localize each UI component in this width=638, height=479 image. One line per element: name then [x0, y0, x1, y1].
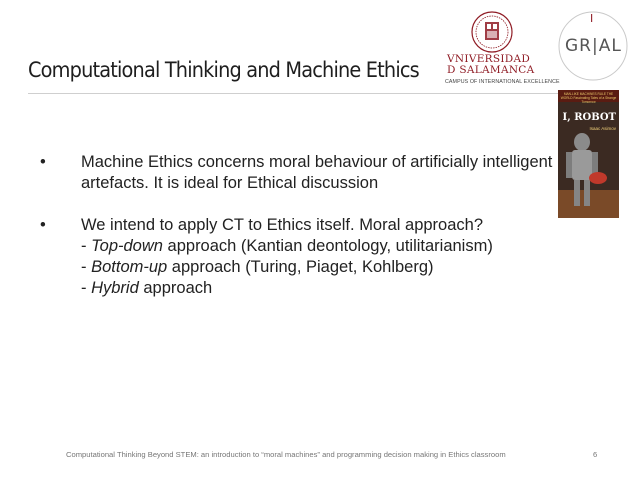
university-subtitle: CAMPUS OF INTERNATIONAL EXCELLENCE — [445, 79, 560, 85]
sub-item-prefix: - — [81, 279, 92, 297]
bullet-list — [39, 152, 579, 299]
page-number: 6 — [593, 450, 598, 459]
sub-item-emphasis: Top-down — [91, 237, 163, 255]
university-logo — [445, 10, 563, 90]
bullet-marker: • — [40, 153, 46, 171]
university-name — [447, 54, 557, 76]
sub-item — [81, 236, 579, 257]
bullet-item — [39, 152, 579, 194]
grial-wordmark: GR|AL — [565, 36, 622, 56]
book-title: I, ROBOT — [562, 112, 616, 123]
university-name-line2: D SALAMANCA — [447, 64, 535, 76]
grial-logo — [555, 6, 631, 84]
university-name-line1: VNIVERSIDAD — [447, 53, 531, 65]
bullet-text: Machine Ethics concerns moral behaviour of artificially intelligent artefacts. It is ideal for Ethical discussion — [81, 153, 553, 192]
page-title: Computational Thinking and Machine Ethics — [28, 58, 419, 82]
bullet-text: We intend to apply CT to Ethics itself. Moral approach? — [81, 216, 484, 234]
sub-item — [81, 257, 579, 278]
sub-item — [81, 278, 579, 299]
bullet-item — [39, 215, 579, 299]
sub-item-text: approach (Kantian deontology, utilitarianism) — [162, 237, 493, 255]
sub-item-emphasis: Hybrid — [91, 279, 139, 297]
sub-item-prefix: - — [81, 237, 92, 255]
slide-footer: Computational Thinking Beyond STEM: an introduction to “moral machines” and programming decision making in Ethics classroom — [66, 450, 506, 459]
grial-top-mark: I — [590, 12, 594, 25]
sub-item-text: approach (Turing, Piaget, Kohlberg) — [167, 258, 434, 276]
bullet-marker: • — [40, 216, 46, 234]
title-divider — [28, 93, 612, 94]
sub-item-emphasis: Bottom-up — [91, 258, 168, 276]
book-author: Isaac Asimov — [589, 126, 616, 131]
sub-item-prefix: - — [81, 258, 92, 276]
university-seal-icon — [471, 10, 513, 54]
book-banner: MAN-LIKE MACHINES RULE THE WORLD Fascinating Tales of a Strange Tomorrow — [560, 92, 617, 104]
sub-item-text: approach — [138, 279, 213, 297]
